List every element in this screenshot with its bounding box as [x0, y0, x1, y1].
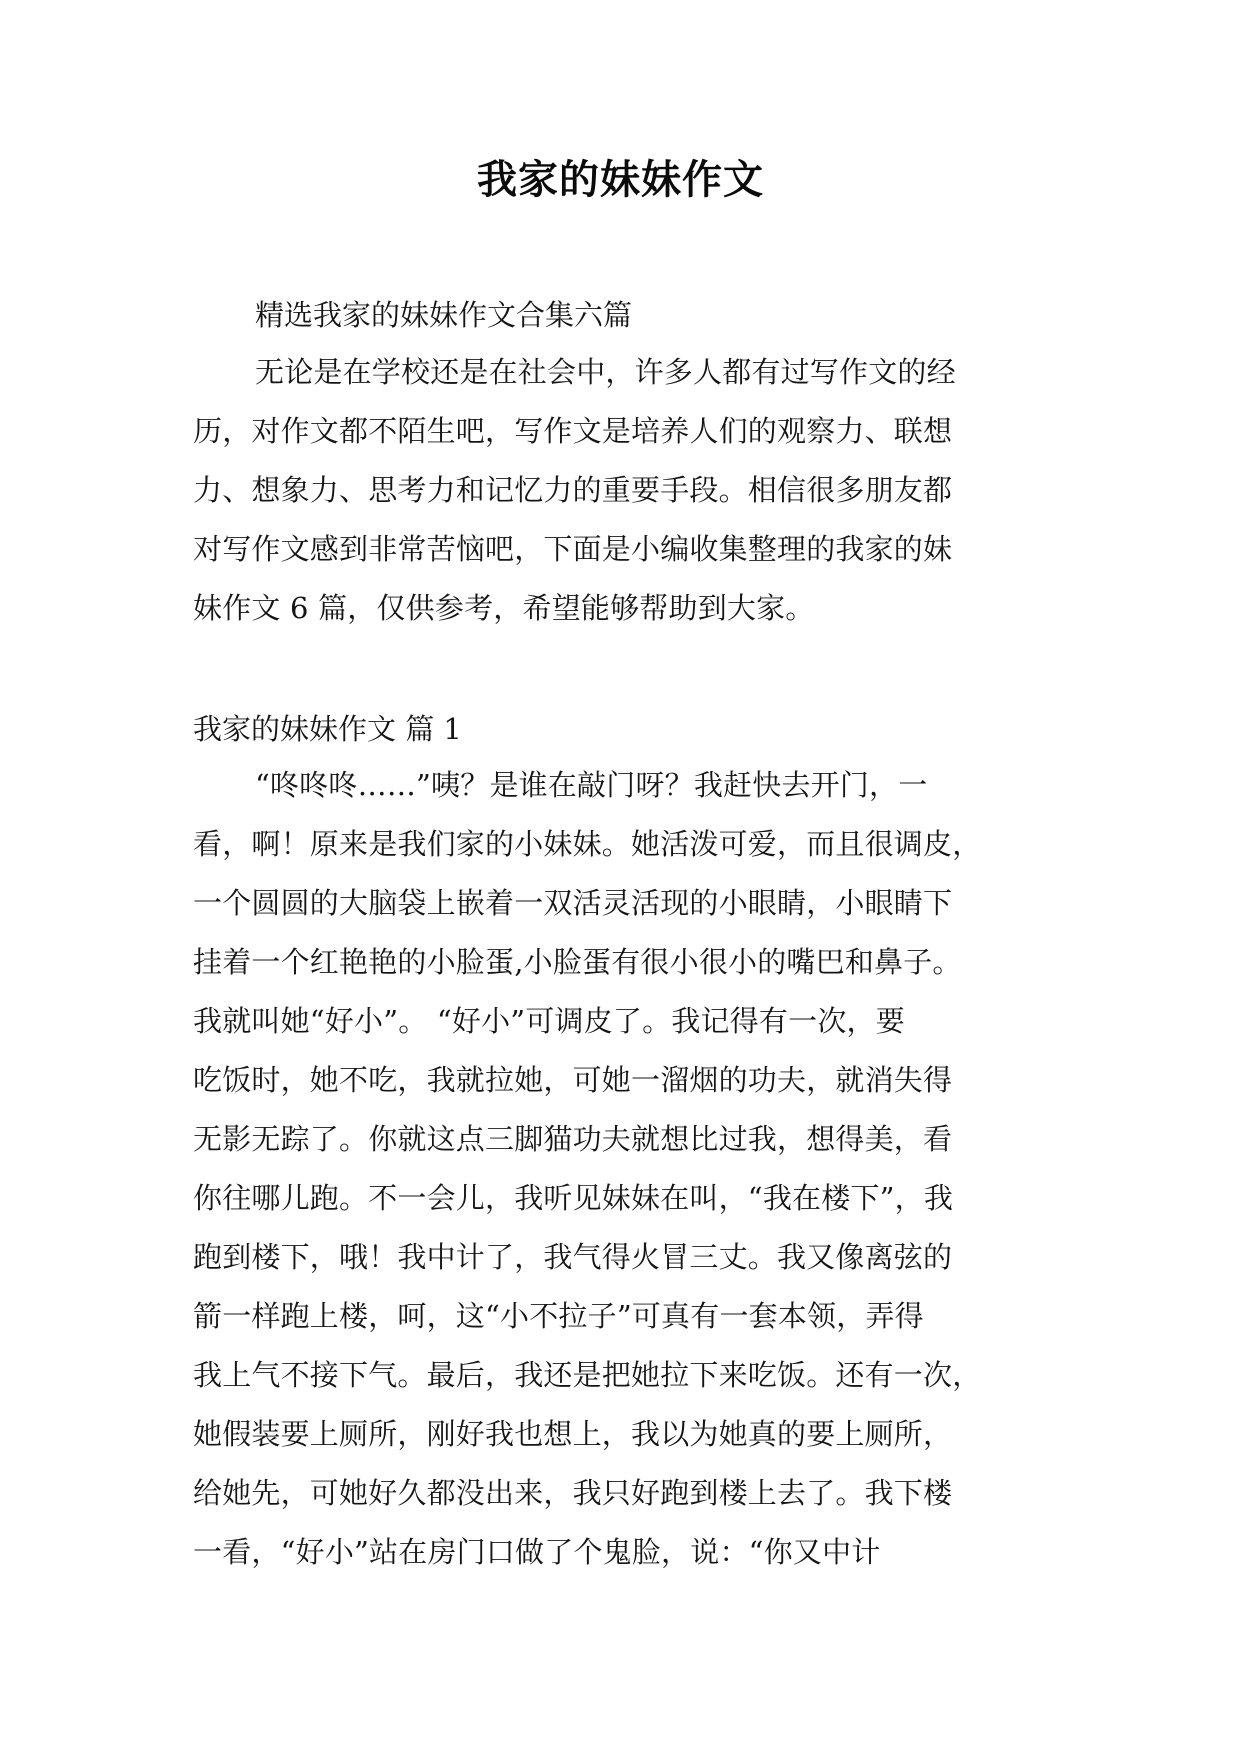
- body-line: 跑到楼下，哦！我中计了，我气得火冒三丈。我又像离弦的: [193, 1240, 953, 1274]
- body-line: 无影无踪了。你就这点三脚猫功夫就想比过我，想得美，看: [193, 1122, 953, 1156]
- intro-line: 妹作文 6 篇，仅供参考，希望能够帮助到大家。: [193, 591, 815, 625]
- intro-line: 历，对作文都不陌生吧，写作文是培养人们的观察力、联想: [193, 414, 953, 448]
- body-line: 她假装要上厕所，刚好我也想上，我以为她真的要上厕所，: [193, 1417, 953, 1451]
- body-line: 看，啊！原来是我们家的小妹妹。她活泼可爱，而且很调皮，: [193, 827, 982, 861]
- section-heading: 我家的妹妹作文 篇 1: [193, 712, 462, 746]
- intro-line: 无论是在学校还是在社会中，许多人都有过写作文的经: [255, 355, 956, 389]
- body-line: 一个圆圆的大脑袋上嵌着一双活灵活现的小眼睛，小眼睛下: [193, 886, 953, 920]
- intro-lead: 精选我家的妹妹作文合集六篇: [255, 298, 633, 332]
- intro-line: 力、想象力、思考力和记忆力的重要手段。相信很多朋友都: [193, 473, 953, 507]
- body-line: “咚咚咚……”咦？是谁在敲门呀？我赶快去开门，一: [255, 768, 928, 802]
- intro-line: 对写作文感到非常苦恼吧，下面是小编收集整理的我家的妹: [193, 532, 953, 566]
- body-line: 给她先，可她好久都没出来，我只好跑到楼上去了。我下楼: [193, 1476, 953, 1510]
- body-line: 我就叫她“好小”。 “好小”可调皮了。我记得有一次，要: [193, 1004, 905, 1038]
- body-line: 一看，“好小”站在房门口做了个鬼脸，说：“你又中计: [193, 1535, 881, 1569]
- body-line: 我上气不接下气。最后，我还是把她拉下来吃饭。还有一次，: [193, 1358, 982, 1392]
- body-line: 吃饭时，她不吃，我就拉她，可她一溜烟的功夫，就消失得: [193, 1063, 953, 1097]
- document-title: 我家的妹妹作文: [477, 157, 764, 203]
- body-line: 箭一样跑上楼，呵，这“小不拉子”可真有一套本领，弄得: [193, 1299, 924, 1333]
- body-line: 你往哪儿跑。不一会儿，我听见妹妹在叫，“我在楼下”，我: [193, 1181, 954, 1215]
- body-line: 挂着一个红艳艳的小脸蛋,小脸蛋有很小很小的嘴巴和鼻子。: [193, 945, 962, 979]
